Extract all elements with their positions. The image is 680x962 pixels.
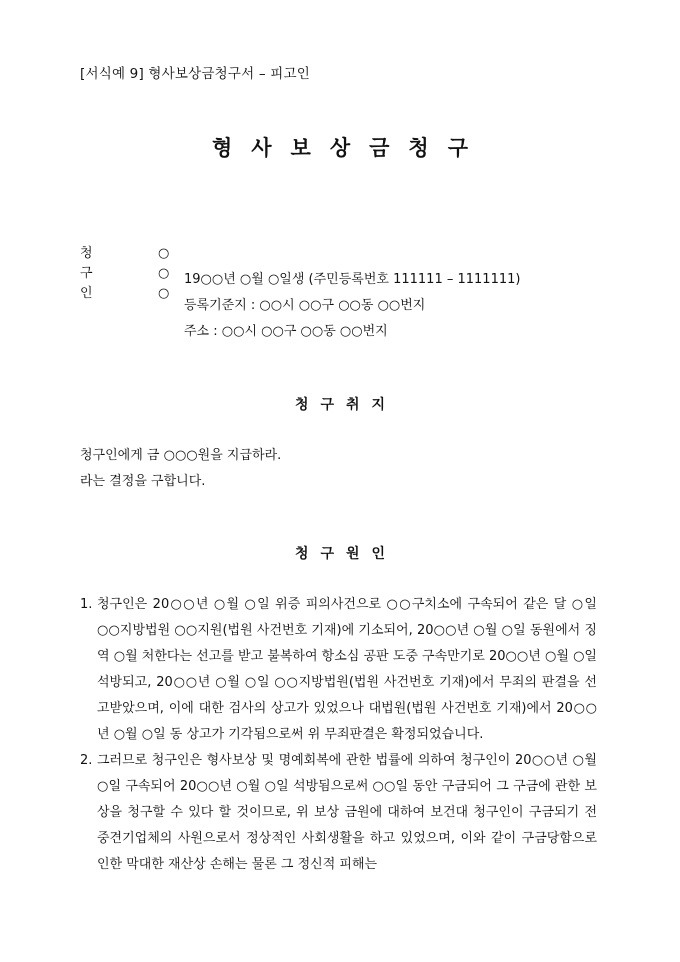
cause-item	[80, 748, 597, 878]
form-header-note: [서식예 9] 형사보상금청구서 – 피고인	[80, 66, 311, 82]
claimant-address: 주소 : ○○시 ○○구 ○○동 ○○번지	[184, 324, 388, 339]
document-title: 형사보상금청구	[211, 136, 487, 160]
cause-number: 2.	[80, 753, 93, 768]
cause-text: 청구인은 20○○년 ○월 ○일 위증 피의사건으로 ○○구치소에 구속되어 같은 달 ○일 ○○지방법원 ○○지원(법원 사건번호 기재)에 기소되어, 20○○년 ○월 ○일 동원에서 징역 ○월 처한다는 선고를 받고 불복하여 항소심 공판 도중 구속만기로 20○○년 ○월 ○일 석방되고, 20○○년 ○월 ○일 ○○지방법원(법원 사건번호 기재)에서 무죄의 판결을 선고받았으며, 이에 대한 검사의 상고가 있었으나 대법원(법원 사건번호 기재)에서 20○○년 ○월 ○일 동 상고가 기각됨으로써 위 무죄판결은 확정되었습니다.	[97, 597, 597, 742]
purpose-heading: 청구취지	[294, 397, 398, 413]
purpose-section	[80, 443, 281, 495]
claimant-birth: 19○○년 ○월 ○일생 (주민등록번호 111111 – 1111111)	[184, 272, 521, 287]
cause-number: 1.	[80, 597, 93, 612]
purpose-line: 청구인에게 금 ○○○원을 지급하라.	[80, 448, 282, 463]
claimant-label: 청구인	[80, 246, 98, 301]
claimant-registry: 등록기준지 : ○○시 ○○구 ○○동 ○○번지	[184, 298, 426, 313]
cause-text: 그러므로 청구인은 형사보상 및 명예회복에 관한 법률에 의하여 청구인이 20○○년 ○월 ○일 구속되어 20○○년 ○월 ○일 석방됨으로써 ○○일 동안 구금되어 그 구금에 관한 보상을 청구할 수 있다 할 것이므로, 위 보상 금원에 대하여 보건대 청구인이 구금되기 전 중견기업체의 사원으로서 정상적인 사회생활을 하고 있었으며, 이와 같이 구금당함으로 인한 막대한 재산상 손해는 물론 그 정신적 피해는	[97, 753, 597, 872]
causes-heading: 청구원인	[294, 546, 398, 562]
claimant-name: ○ ○ ○	[158, 246, 180, 301]
cause-item	[80, 592, 597, 748]
causes-list	[80, 592, 597, 878]
purpose-line: 라는 결정을 구합니다.	[80, 474, 206, 489]
